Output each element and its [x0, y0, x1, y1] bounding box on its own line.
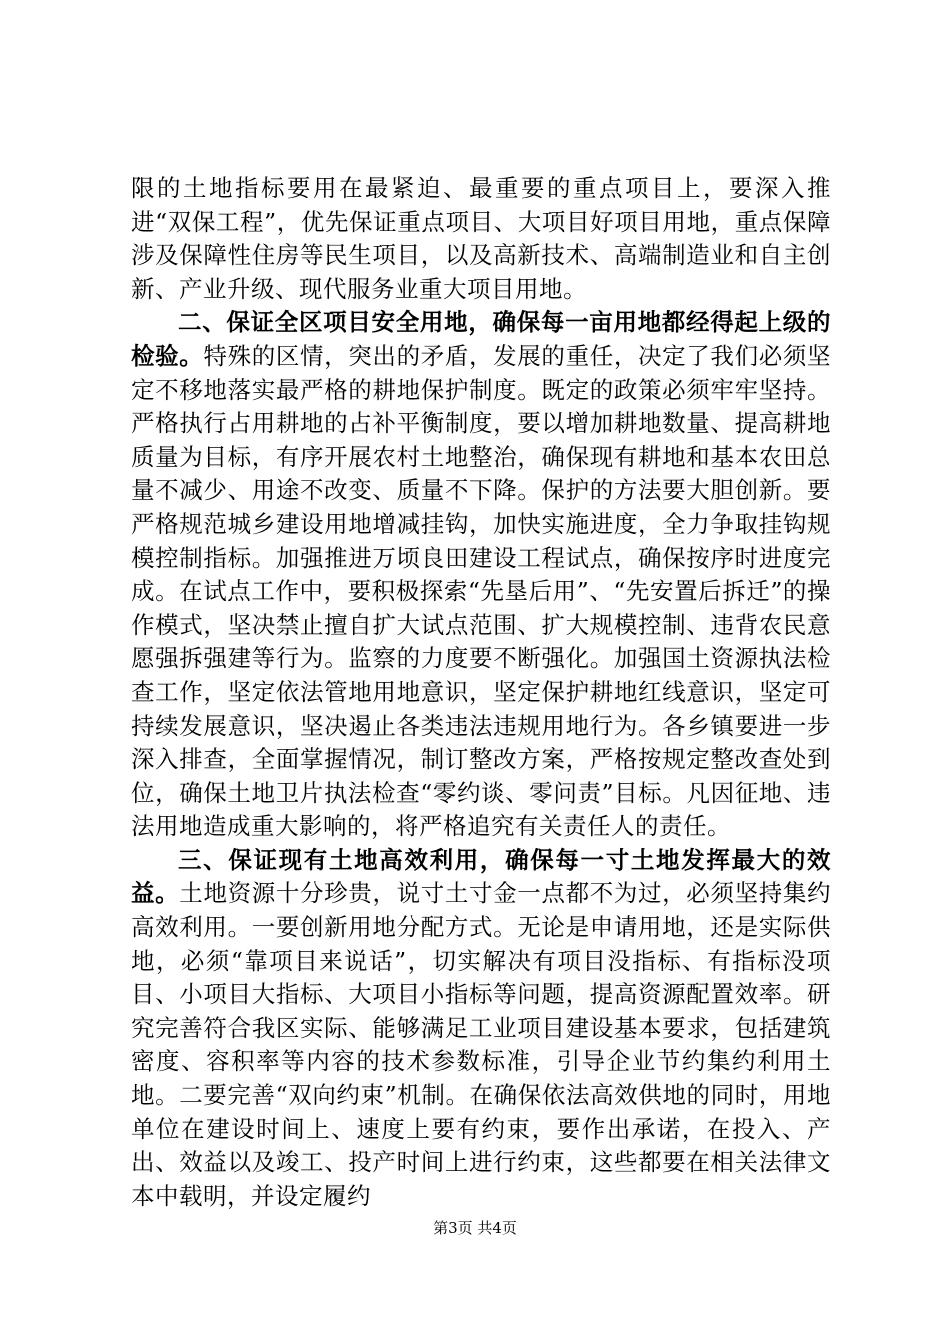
paragraph-text: 特殊的区情，突出的矛盾，发展的重任，决定了我们必须坚定不移地落实最严格的耕地保护制度。既定的政策必须牢牢坚持。严格执行占用耕地的占补平衡制度，要以增加耕地数量、提高耕地质量为目标，有序开展农村土地整治，确保现有耕地和基本农田总量不减少、用途不改变、质量不下降。保护的方法要大胆创新。要严格规范城乡建设用地增减挂钩，加快实施进度，全力争取挂钩规模控制指标。加强推进万顷良田建设工程试点，确保按序时进度完成。在试点工作中，要积极探索“先垦后用”、“先安置后拆迁”的操作模式，坚决禁止擅自扩大试点范围、扩大规模控制、违背农民意愿强拆强建等行为。监察的力度要不断强化。加强国土资源执法检查工作，坚定依法管地用地意识，坚定保护耕地红线意识，坚定可持续发展意识，坚决遏止各类违法违规用地行为。各乡镇要进一步深入排查，全面掌握情况，制订整改方案，严格按规定整改查处到位，确保土地卫片执法检查“零约谈、零问责”目标。凡因征地、违法用地造成重大影响的，将严格追究有关责任人的责任。	[131, 341, 832, 841]
document-body	[131, 172, 831, 1213]
section-heading: 二、保证全区项目安全用地，确保每一亩用地都经得起上级的检验。	[131, 308, 831, 370]
paragraph-continuation	[131, 172, 831, 306]
page-number-label: 第3页 共4页	[433, 1219, 517, 1237]
paragraph-text: 土地资源十分珍贵，说寸土寸金一点都不为过，必须坚持集约高效利用。一要创新用地分配方式。无论是申请用地，还是实际供地，必须“靠项目来说话”，切实解决有项目没指标、有指标没项目、小项目大指标、大项目小指标等问题，提高资源配置效率。研究完善符合我区实际、能够满足工业项目建设基本要求，包括建筑密度、容积率等内容的技术参数标准，引导企业节约集约利用土地。二要完善“双向约束”机制。在确保依法高效供地的同时，用地单位在建设时间上、速度上要有约束，要作出承诺，在投入、产出、效益以及竣工、投产时间上进行约束，这些都要在相关法律文本中载明，并设定履约	[131, 879, 832, 1210]
paragraph-text: 限的土地指标要用在最紧迫、最重要的重点项目上，要深入推进“双保工程”，优先保证重点项目、大项目好项目用地，重点保障涉及保障性住房等民生项目，以及高新技术、高端制造业和自主创新、产业升级、现代服务业重大项目用地。	[131, 174, 831, 303]
paragraph-section-three	[131, 844, 831, 1214]
page-footer	[0, 1218, 950, 1238]
paragraph-section-two	[131, 306, 831, 844]
section-heading: 三、保证现有土地高效利用，确保每一寸土地发挥最大的效益。	[131, 845, 831, 908]
